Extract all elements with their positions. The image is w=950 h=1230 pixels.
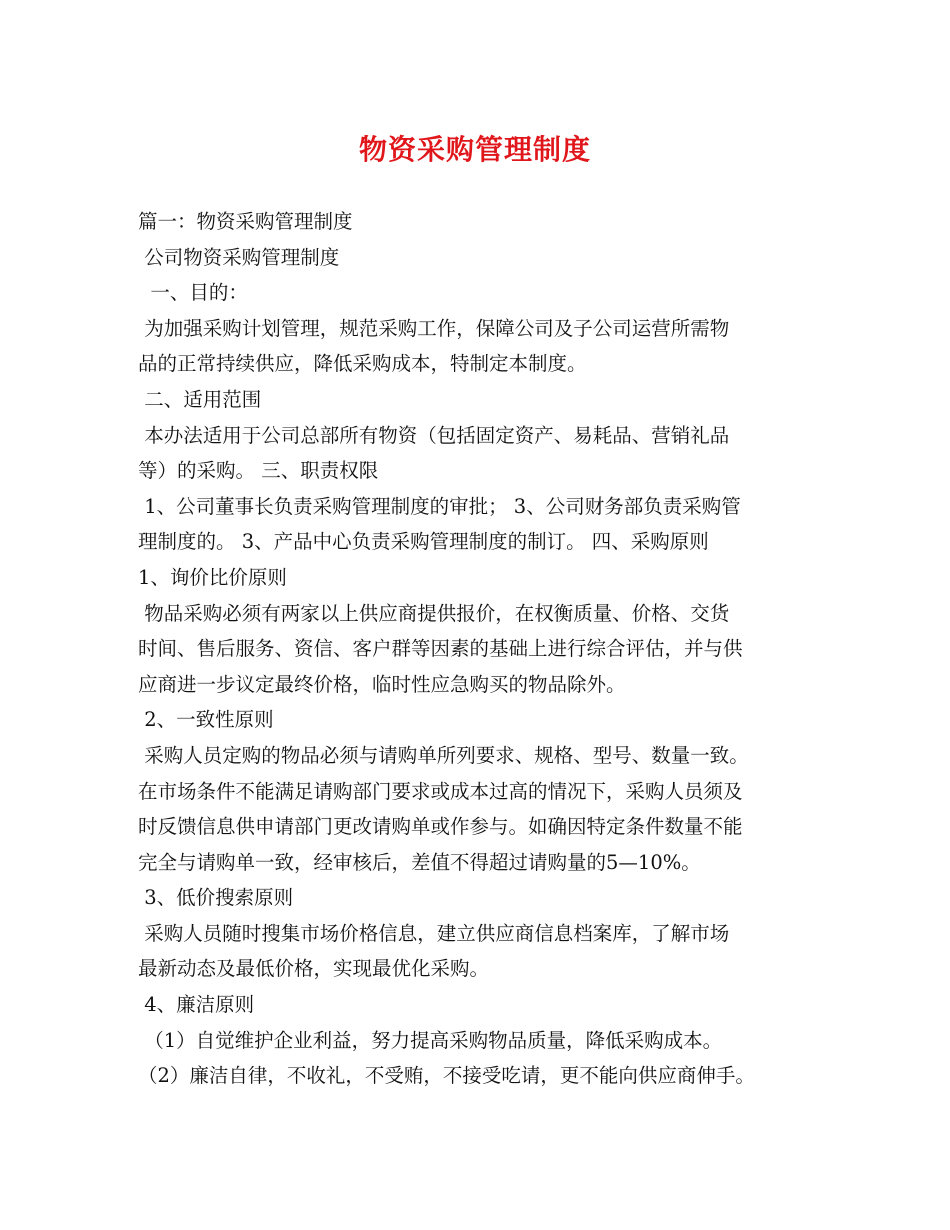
- paragraph-line: 品的正常持续供应，降低采购成本，特制定本制度。: [138, 352, 587, 376]
- paragraph-line: 等）的采购。 三、职责权限: [138, 459, 379, 483]
- paragraph-line: 4、廉洁原则: [138, 993, 255, 1017]
- paragraph-line: 1、询价比价原则: [138, 565, 287, 589]
- paragraph-line: 采购人员定购的物品必须与请购单所列要求、规格、型号、数量一致。: [138, 743, 749, 767]
- paragraph-line: （1）自觉维护企业利益，努力提高采购物品质量，降低采购成本。: [138, 1028, 723, 1052]
- paragraph-line: 本办法适用于公司总部所有物资（包括固定资产、易耗品、营销礼品: [138, 423, 730, 447]
- paragraph-line: （2）廉洁自律，不收礼，不受贿，不接受吃请，更不能向供应商伸手。: [138, 1064, 755, 1088]
- document-title: 物资采购管理制度: [358, 133, 591, 166]
- paragraph-line: 2、一致性原则: [138, 708, 274, 732]
- paragraph-line: 时反馈信息供申请部门更改请购单或作参与。如确因特定条件数量不能: [138, 815, 743, 839]
- paragraph-line: 为加强采购计划管理，规范采购工作，保障公司及子公司运营所需物: [138, 316, 730, 340]
- document-body: [138, 204, 818, 1094]
- paragraph-line: 1、公司董事长负责采购管理制度的审批； 3、公司财务部负责采购管: [138, 494, 741, 518]
- paragraph-line: 公司物资采购管理制度: [138, 245, 340, 269]
- paragraph-line: 采购人员随时搜集市场价格信息，建立供应商信息档案库，了解市场: [138, 921, 730, 945]
- paragraph-line: 时间、售后服务、资信、客户群等因素的基础上进行综合评估，并与供: [138, 637, 743, 661]
- paragraph-line: 一、目的：: [138, 281, 248, 305]
- paragraph-line: 物品采购必须有两家以上供应商提供报价，在权衡质量、价格、交货: [138, 601, 730, 625]
- paragraph-line: 完全与请购单一致，经审核后，差值不得超过请购量的5—10%。: [138, 850, 701, 874]
- paragraph-line: 理制度的。 3、产品中心负责采购管理制度的制订。 四、采购原则: [138, 530, 709, 554]
- paragraph-line: 3、低价搜索原则: [138, 886, 294, 910]
- paragraph-line: 应商进一步议定最终价格，临时性应急购买的物品除外。: [138, 672, 626, 696]
- paragraph-line: 篇一：物资采购管理制度: [138, 210, 353, 233]
- paragraph-line: 在市场条件不能满足请购部门要求或成本过高的情况下，采购人员须及: [138, 779, 743, 803]
- paragraph-line: 最新动态及最低价格，实现最优化采购。: [138, 957, 490, 981]
- paragraph-line: 二、适用范围: [138, 387, 262, 411]
